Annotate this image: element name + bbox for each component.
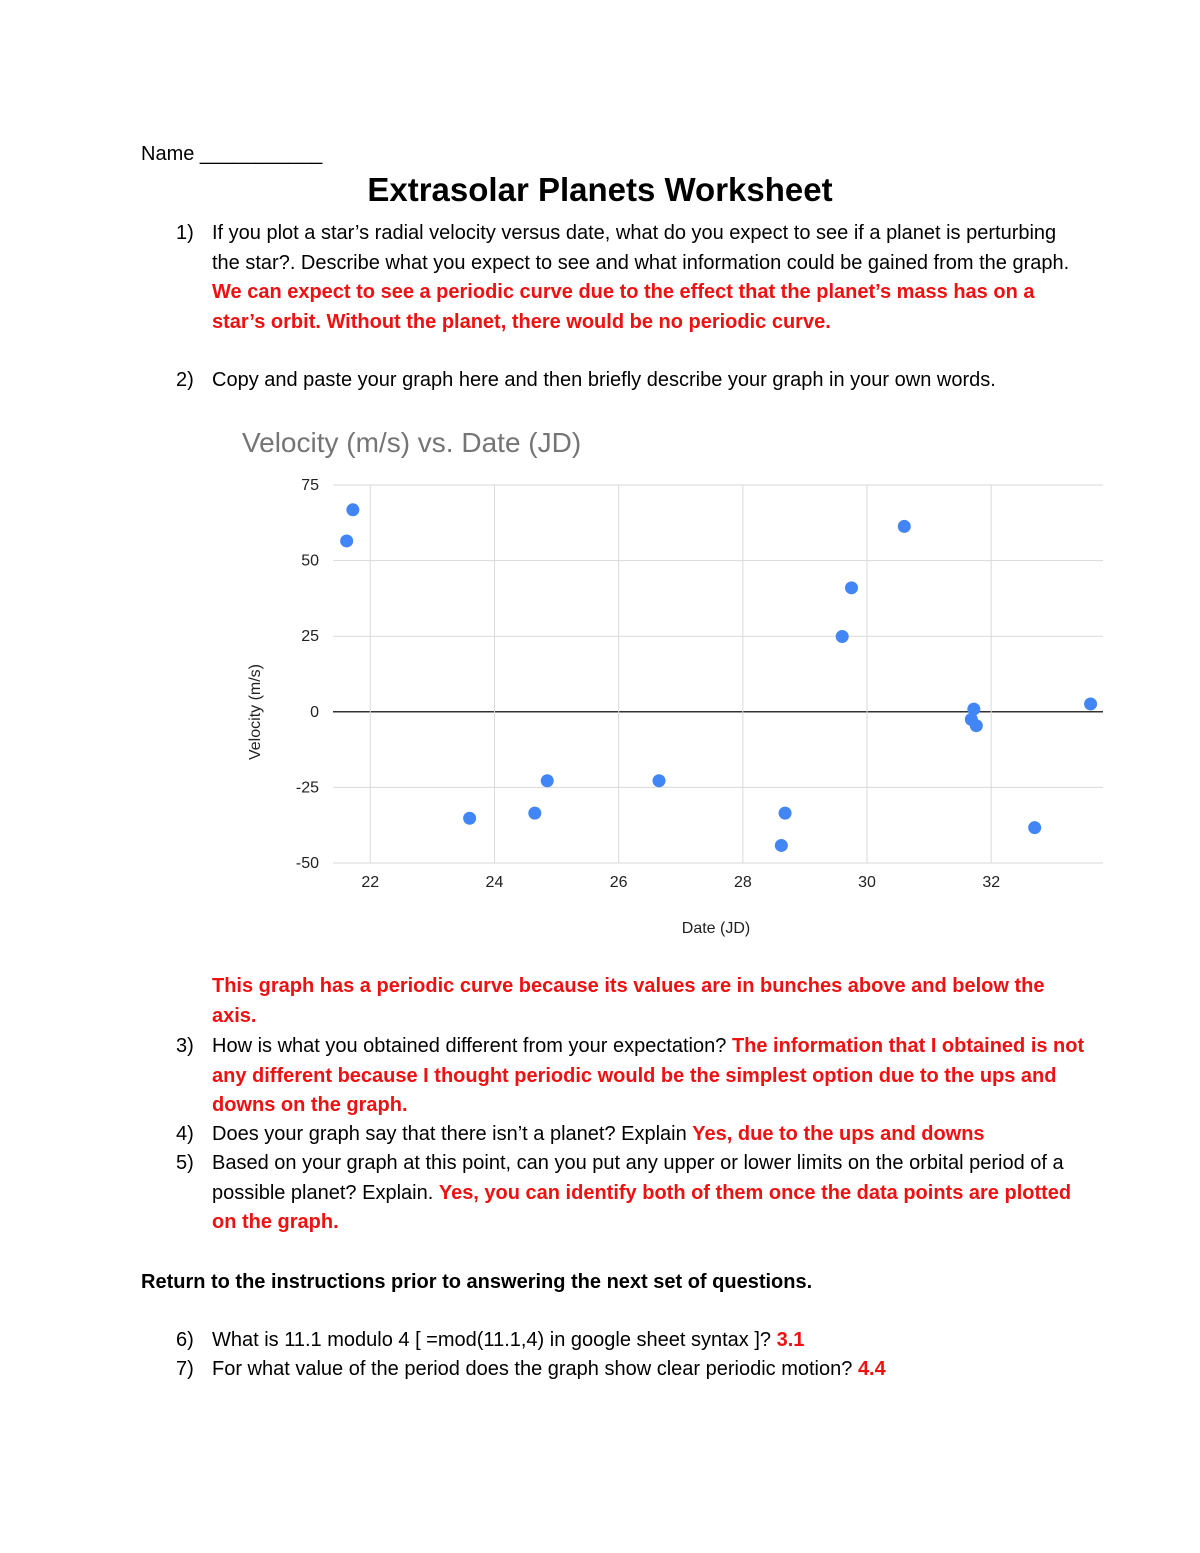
y-tick-label: 75 <box>301 477 319 494</box>
y-axis-label: Velocity (m/s) <box>247 663 264 761</box>
y-tick-label: -50 <box>295 855 319 872</box>
x-tick-labels <box>361 874 1000 891</box>
data-point <box>898 520 911 533</box>
data-point <box>653 774 666 787</box>
chart-grid <box>333 485 1103 863</box>
question-number: 1) <box>176 222 194 244</box>
data-point <box>463 812 476 825</box>
answer-text: This graph has a periodic curve because its values are in bunches above and below the axis. <box>212 975 1045 1027</box>
data-point <box>541 774 554 787</box>
question-2 <box>176 366 1086 396</box>
x-tick-label: 30 <box>858 874 876 891</box>
data-point <box>779 807 792 820</box>
question-3 <box>176 1032 1086 1121</box>
y-tick-label: 0 <box>310 703 319 721</box>
question-text: Based on your graph at this point, can you put any upper or lower limits on the orbital period of a possible planet? Explain. <box>212 1152 1064 1204</box>
data-point <box>528 807 541 820</box>
data-point <box>970 719 983 732</box>
question-number: 7) <box>176 1358 194 1380</box>
velocity-date-scatter-chart <box>230 415 1110 945</box>
question-text: What is 11.1 modulo 4 [ =mod(11.1,4) in google sheet syntax ]? <box>212 1329 772 1351</box>
answer-text: Yes, you can identify both of them once the data points are plotted on the graph. <box>212 1181 1072 1233</box>
x-tick-label: 28 <box>733 874 752 891</box>
name-field-label: Name ___________ <box>141 143 323 165</box>
question-6 <box>176 1326 1086 1356</box>
question-text: Does your graph say that there isn’t a planet? Explain <box>212 1123 687 1145</box>
answer-text: The information that I obtained is not any different because I thought periodic would be the simplest option due to the ups and downs on the graph. <box>212 1035 1085 1116</box>
data-point <box>775 839 788 852</box>
question-text: How is what you obtained different from your expectation? <box>212 1035 727 1057</box>
chart-title: Velocity (m/s) vs. Date (JD) <box>242 427 582 458</box>
data-point <box>836 630 849 643</box>
question-4 <box>176 1120 1086 1150</box>
answer-text: Yes, due to the ups and downs <box>692 1123 985 1145</box>
question-7 <box>176 1355 1086 1385</box>
question-number: 3) <box>176 1035 194 1057</box>
instruction-note: Return to the instructions prior to answering the next set of questions. <box>141 1271 813 1293</box>
answer-text: 4.4 <box>857 1358 886 1380</box>
data-point <box>340 534 353 547</box>
data-point <box>967 703 980 716</box>
question-number: 2) <box>176 369 194 391</box>
y-tick-labels <box>296 477 319 872</box>
answer-text: We can expect to see a periodic curve due to the effect that the planet’s mass has on a star’s orbit. Without the planet, there would be no periodic curve. <box>212 281 1035 333</box>
y-tick-label: -25 <box>295 779 319 797</box>
data-point <box>1084 697 1097 710</box>
question-5 <box>176 1149 1086 1238</box>
question-number: 6) <box>176 1329 194 1351</box>
x-tick-label: 32 <box>982 874 1001 891</box>
page-title: Extrasolar Planets Worksheet <box>367 171 833 208</box>
data-point <box>346 503 359 516</box>
y-tick-label: 50 <box>301 552 319 570</box>
x-tick-label: 26 <box>609 874 628 891</box>
x-axis-label: Date (JD) <box>681 920 751 937</box>
y-tick-label: 25 <box>301 628 319 646</box>
x-tick-label: 24 <box>485 874 504 891</box>
data-points <box>340 503 1097 852</box>
question-text: For what value of the period does the graph show clear periodic motion? <box>212 1358 853 1380</box>
question-number: 5) <box>176 1152 194 1174</box>
x-tick-label: 22 <box>361 874 380 891</box>
question-text: Copy and paste your graph here and then briefly describe your graph in your own words. <box>212 369 996 391</box>
question-1 <box>176 219 1086 337</box>
question-text: If you plot a star’s radial velocity versus date, what do you expect to see if a planet is perturbing the star?. Describe what you expect to see and what information could be gained from the graph. <box>212 222 1070 274</box>
data-point <box>1028 821 1041 834</box>
data-point <box>845 581 858 594</box>
answer-text: 3.1 <box>776 1329 805 1351</box>
question-number: 4) <box>176 1123 194 1145</box>
question-2-answer <box>176 972 1086 1031</box>
